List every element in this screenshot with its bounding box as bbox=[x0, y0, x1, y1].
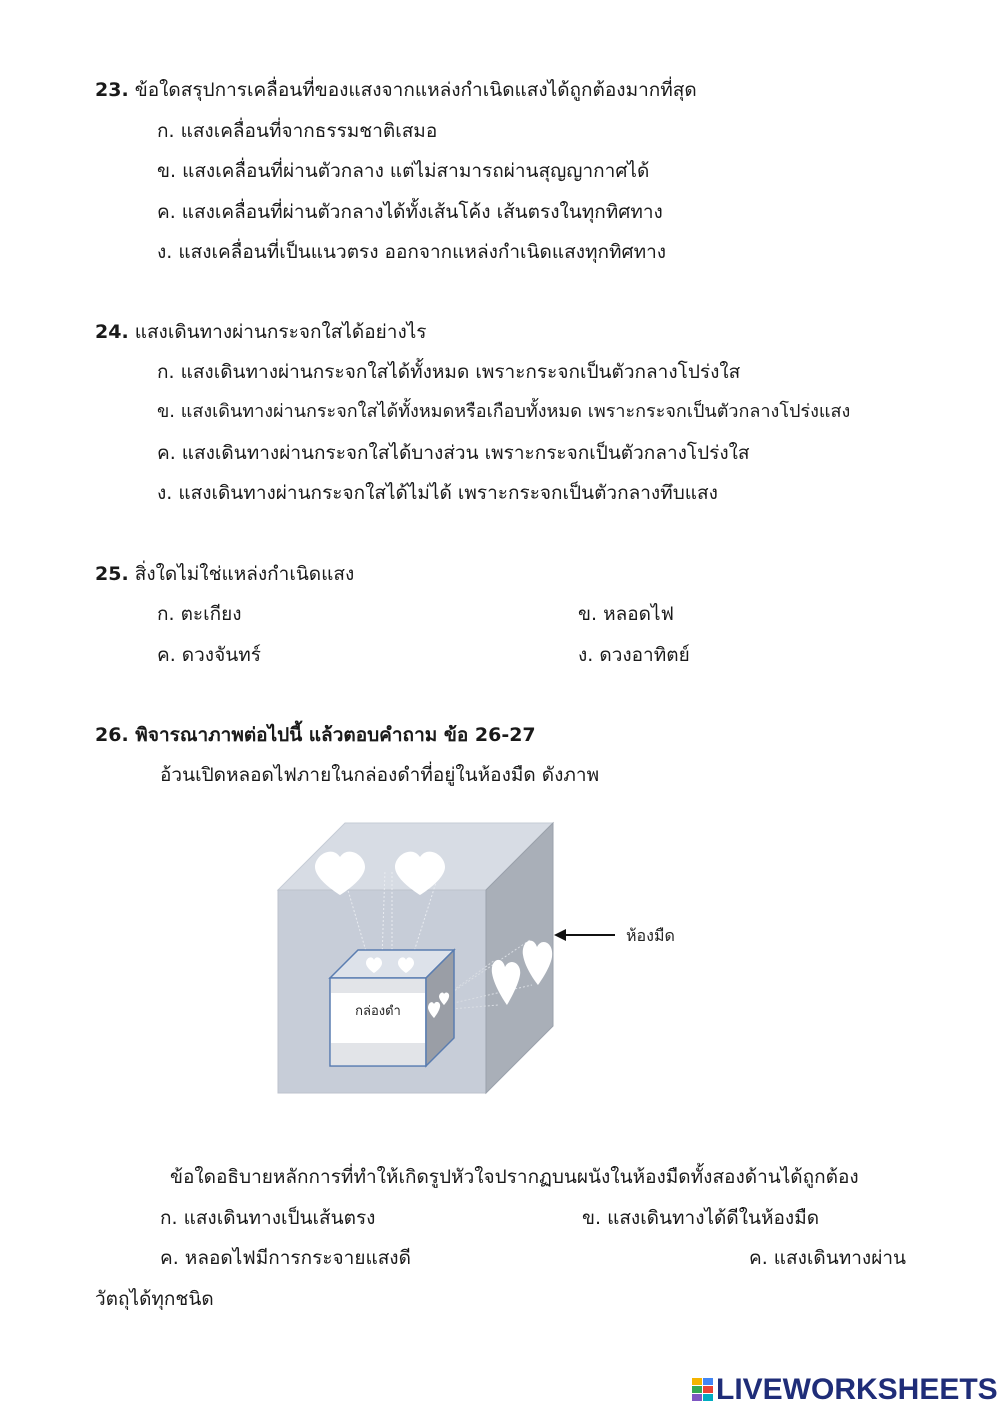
dark-room-figure bbox=[270, 815, 690, 1105]
liveworksheets-logo-icon bbox=[692, 1378, 714, 1402]
q25-choice-d[interactable]: ง. ดวงอาทิตย์ bbox=[578, 644, 690, 666]
arrow-head-icon bbox=[554, 929, 566, 941]
q23-question bbox=[95, 77, 697, 103]
q25-question bbox=[95, 561, 354, 587]
q25-choice-c[interactable]: ค. ดวงจันทร์ bbox=[157, 644, 261, 666]
q26-choice-d[interactable]: ค. แสงเดินทางผ่าน bbox=[749, 1247, 906, 1269]
q26-number: 26. bbox=[95, 724, 129, 746]
q24-choice-b[interactable]: ข. แสงเดินทางผ่านกระจกใสได้ทั้งหมดหรือเกือบทั้งหมด เพราะกระจกเป็นตัวกลางโปร่งแสง bbox=[157, 401, 851, 422]
black-box-band-bottom bbox=[331, 1043, 425, 1065]
q23-choice-c[interactable]: ค. แสงเคลื่อนที่ผ่านตัวกลางได้ทั้งเส้นโค้ง เส้นตรงในทุกทิศทาง bbox=[157, 201, 663, 223]
q24-choice-a[interactable]: ก. แสงเดินทางผ่านกระจกใสได้ทั้งหมด เพราะกระจกเป็นตัวกลางโปร่งใส bbox=[157, 361, 741, 383]
q25-choice-a[interactable]: ก. ตะเกียง bbox=[157, 603, 242, 625]
q26-choice-c[interactable]: ค. หลอดไฟมีการกระจายแสงดี bbox=[160, 1247, 411, 1269]
q25-number: 25. bbox=[95, 563, 129, 585]
dark-room-label: ห้องมืด bbox=[626, 926, 675, 945]
black-box-band-top bbox=[331, 979, 425, 993]
q26-choice-b[interactable]: ข. แสงเดินทางได้ดีในห้องมืด bbox=[582, 1207, 820, 1229]
q26-question-text: ข้อใดอธิบายหลักการที่ทำให้เกิดรูปหัวใจปรากฏบนผนังในห้องมืดทั้งสองด้านได้ถูกต้อง bbox=[170, 1166, 859, 1188]
liveworksheets-wordmark: LIVEWORKSHEETS bbox=[716, 1373, 998, 1406]
q23-choice-d[interactable]: ง. แสงเคลื่อนที่เป็นแนวตรง ออกจากแหล่งกำเนิดแสงทุกทิศทาง bbox=[157, 241, 667, 263]
q23-text: ข้อใดสรุปการเคลื่อนที่ของแสงจากแหล่งกำเนิดแสงได้ถูกต้องมากที่สุด bbox=[134, 79, 697, 101]
q24-text: แสงเดินทางผ่านกระจกใสได้อย่างไร bbox=[134, 321, 427, 343]
q24-question bbox=[95, 319, 427, 345]
q23-choice-a[interactable]: ก. แสงเคลื่อนที่จากธรรมชาติเสมอ bbox=[157, 120, 438, 142]
q24-number: 24. bbox=[95, 321, 129, 343]
q26-choice-d-wrap: วัตถุได้ทุกชนิด bbox=[95, 1288, 214, 1310]
q26-heading-text: พิจารณาภาพต่อไปนี้ แล้วตอบคำถาม ข้อ 26-27 bbox=[135, 724, 536, 746]
q26-intro: อ้วนเปิดหลอดไฟภายในกล่องดำที่อยู่ในห้องมืด ดังภาพ bbox=[160, 764, 600, 786]
q25-text: สิ่งใดไม่ใช่แหล่งกำเนิดแสง bbox=[134, 563, 355, 585]
q24-choice-d[interactable]: ง. แสงเดินทางผ่านกระจกใสได้ไม่ได้ เพราะกระจกเป็นตัวกลางทึบแสง bbox=[157, 482, 718, 504]
q25-choice-b[interactable]: ข. หลอดไฟ bbox=[578, 603, 674, 625]
black-box-label: กล่องดำ bbox=[355, 1004, 401, 1019]
q26-choice-a[interactable]: ก. แสงเดินทางเป็นเส้นตรง bbox=[160, 1207, 376, 1229]
q23-number: 23. bbox=[95, 79, 129, 101]
q24-choice-c[interactable]: ค. แสงเดินทางผ่านกระจกใสได้บางส่วน เพราะกระจกเป็นตัวกลางโปร่งใส bbox=[157, 442, 750, 464]
liveworksheets-brand bbox=[692, 1373, 998, 1407]
q23-choice-b[interactable]: ข. แสงเคลื่อนที่ผ่านตัวกลาง แต่ไม่สามารถผ่านสุญญากาศได้ bbox=[157, 160, 650, 182]
q26-heading bbox=[95, 722, 536, 748]
